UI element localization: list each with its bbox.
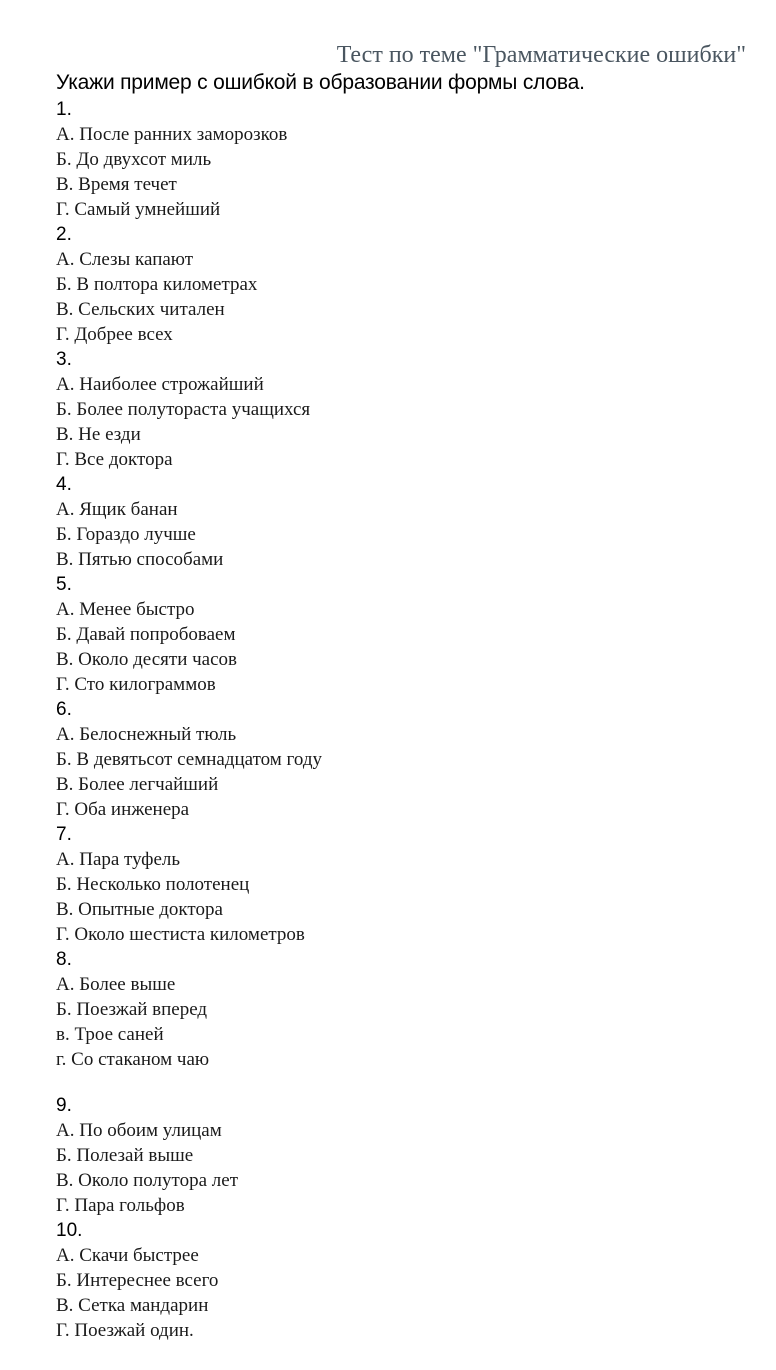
answer-option: Г. Около шестиста километров bbox=[56, 924, 305, 945]
document-title: Тест по теме "Грамматические ошибки" bbox=[336, 42, 746, 68]
question-7 bbox=[56, 822, 756, 947]
answer-option: Б. Интереснее всего bbox=[56, 1270, 219, 1291]
answer-option: А. Скачи быстрее bbox=[56, 1245, 199, 1266]
answer-option: В. Сетка мандарин bbox=[56, 1295, 209, 1316]
question-8 bbox=[56, 947, 756, 1072]
answer-option: В. Пятью способами bbox=[56, 549, 224, 570]
answer-option: А. Слезы капают bbox=[56, 249, 194, 270]
answer-option: В. Сельских читален bbox=[56, 299, 225, 320]
answer-option: Б. В девятьсот семнадцатом году bbox=[56, 749, 322, 770]
question-number: 6. bbox=[56, 699, 72, 720]
answer-option: А. Наиболее строжайший bbox=[56, 374, 264, 395]
question-number: 5. bbox=[56, 574, 72, 595]
answer-option: А. Более выше bbox=[56, 974, 176, 995]
question-4 bbox=[56, 472, 756, 572]
question-number: 4. bbox=[56, 474, 72, 495]
answer-option: А. Менее быстро bbox=[56, 599, 195, 620]
question-1 bbox=[56, 97, 756, 222]
answer-option: В. Более легчайший bbox=[56, 774, 219, 795]
question-number: 9. bbox=[56, 1095, 72, 1116]
question-number: 1. bbox=[56, 99, 72, 120]
answer-option: Г. Самый умнейший bbox=[56, 199, 221, 220]
question-list bbox=[56, 97, 756, 1343]
answer-option: А. По обоим улицам bbox=[56, 1120, 222, 1141]
answer-option: Б. В полтора километрах bbox=[56, 274, 258, 295]
question-number: 8. bbox=[56, 949, 72, 970]
answer-option: Г. Все доктора bbox=[56, 449, 173, 470]
answer-option: А. Пара туфель bbox=[56, 849, 181, 870]
question-10 bbox=[56, 1218, 756, 1343]
answer-option: Б. Полезай выше bbox=[56, 1145, 194, 1166]
question-5 bbox=[56, 572, 756, 697]
answer-option: А. Ящик банан bbox=[56, 499, 178, 520]
question-6 bbox=[56, 697, 756, 822]
answer-option: В. Не езди bbox=[56, 424, 141, 445]
answer-option: В. Опытные доктора bbox=[56, 899, 223, 920]
answer-option: г. Со стаканом чаю bbox=[56, 1049, 210, 1070]
answer-option: Г. Пара гольфов bbox=[56, 1195, 185, 1216]
answer-option: Б. Гораздо лучше bbox=[56, 524, 196, 545]
question-number: 3. bbox=[56, 349, 72, 370]
answer-option: Б. До двухсот миль bbox=[56, 149, 212, 170]
answer-option: в. Трое саней bbox=[56, 1024, 164, 1045]
answer-option: А. Белоснежный тюль bbox=[56, 724, 237, 745]
answer-option: Б. Давай попробоваем bbox=[56, 624, 236, 645]
answer-option: В. Около десяти часов bbox=[56, 649, 238, 670]
question-number: 10. bbox=[56, 1220, 83, 1241]
answer-option: Б. Несколько полотенец bbox=[56, 874, 250, 895]
answer-option: Г. Добрее всех bbox=[56, 324, 173, 345]
question-number: 2. bbox=[56, 224, 72, 245]
question-2 bbox=[56, 222, 756, 347]
question-number: 7. bbox=[56, 824, 72, 845]
answer-option: В. Около полутора лет bbox=[56, 1170, 238, 1191]
answer-option: Г. Поезжай один. bbox=[56, 1320, 194, 1341]
answer-option: А. После ранних заморозков bbox=[56, 124, 288, 145]
blank-line bbox=[56, 1072, 756, 1093]
question-9 bbox=[56, 1093, 756, 1218]
question-3 bbox=[56, 347, 756, 472]
test-instruction: Укажи пример с ошибкой в образовании формы слова. bbox=[56, 71, 585, 94]
answer-option: Б. Поезжай вперед bbox=[56, 999, 208, 1020]
answer-option: В. Время течет bbox=[56, 174, 177, 195]
answer-option: Б. Более полутораста учащихся bbox=[56, 399, 311, 420]
answer-option: Г. Оба инженера bbox=[56, 799, 190, 820]
answer-option: Г. Сто килограммов bbox=[56, 674, 216, 695]
